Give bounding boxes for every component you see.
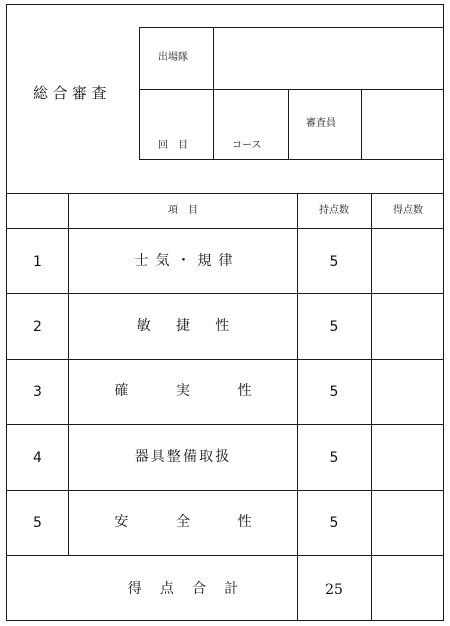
row-score-1[interactable] <box>372 229 443 292</box>
column-header-max-points: 持点数 <box>319 205 349 216</box>
column-header-item: 項 目 <box>168 205 198 216</box>
col-line-max <box>297 193 298 621</box>
row-max-4: 5 <box>329 450 339 466</box>
total-score[interactable] <box>372 556 443 619</box>
row-max-2: 5 <box>329 319 339 335</box>
row-score-4[interactable] <box>372 426 443 489</box>
form-title: 総合審査 <box>33 84 112 102</box>
team-field[interactable] <box>214 28 443 88</box>
row-max-1: 5 <box>329 254 339 270</box>
row-max-5: 5 <box>329 515 339 531</box>
row-line-3 <box>6 424 444 425</box>
row-item-1: 士気・規律 <box>134 253 240 269</box>
row-item-2: 敏捷性 <box>136 318 255 334</box>
header-box-bottom <box>139 159 444 160</box>
row-number-1: 1 <box>33 254 42 270</box>
row-line-1 <box>6 293 444 294</box>
column-header-score: 得点数 <box>393 205 423 216</box>
row-max-3: 5 <box>329 384 339 400</box>
round-field[interactable] <box>140 90 212 158</box>
total-label: 得点合計 <box>127 581 257 597</box>
row-number-5: 5 <box>33 515 42 531</box>
course-label: コース <box>232 140 262 151</box>
header-divider-2 <box>288 89 289 160</box>
round-label: 回 目 <box>158 140 188 151</box>
total-max-points: 25 <box>325 582 343 598</box>
row-item-4: 器具整備取扱 <box>134 449 232 465</box>
row-score-5[interactable] <box>372 491 443 554</box>
row-score-2[interactable] <box>372 295 443 358</box>
table-top-line <box>6 193 444 194</box>
col-line-number <box>68 193 69 555</box>
judge-label: 審査員 <box>306 118 336 129</box>
row-item-5: 安全性 <box>114 514 300 530</box>
row-number-3: 3 <box>33 384 42 400</box>
row-number-2: 2 <box>33 319 42 335</box>
course-field[interactable] <box>214 90 287 158</box>
team-label: 出場隊 <box>158 52 188 63</box>
judge-field[interactable] <box>362 90 443 158</box>
row-score-3[interactable] <box>372 360 443 423</box>
row-number-4: 4 <box>33 450 42 466</box>
row-item-3: 確実性 <box>114 383 300 399</box>
